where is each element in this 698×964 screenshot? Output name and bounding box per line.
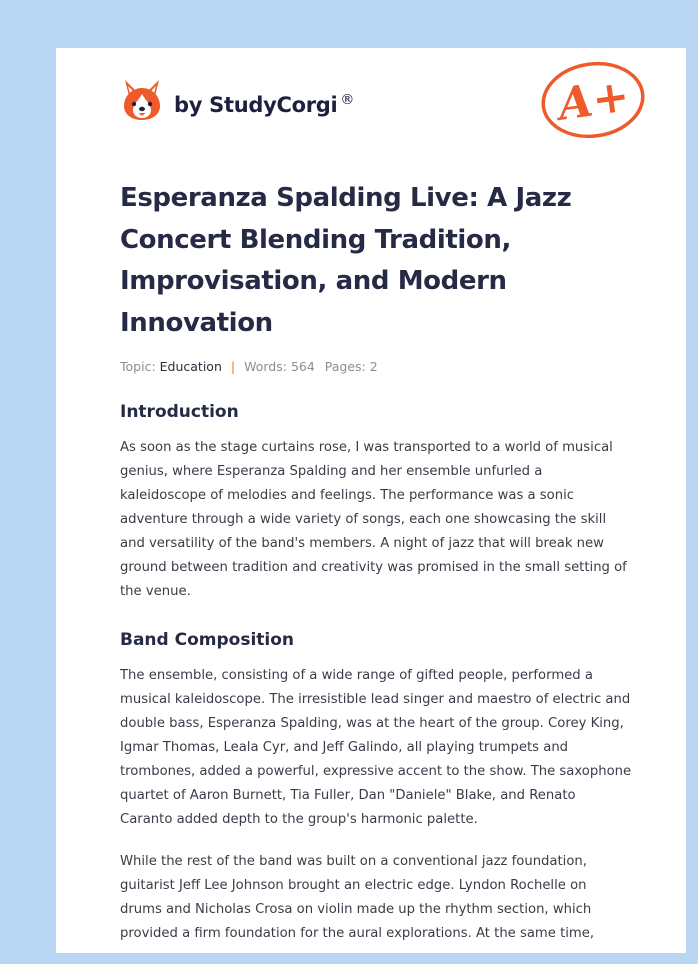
article-meta [120, 358, 632, 376]
grade-text: A+ [555, 70, 633, 131]
a-plus-grade-icon [538, 58, 648, 142]
topic-link[interactable]: Education [159, 359, 222, 374]
meta-separator: | [230, 359, 236, 374]
document-page [56, 48, 686, 953]
topic-label: Topic: [120, 359, 156, 374]
registered-mark: ® [340, 91, 355, 108]
article [120, 178, 632, 946]
paragraph: As soon as the stage curtains rose, I was transported to a world of musical genius, where Esperanza Spalding and her ensemble unfurled a kaleidoscope of melodies and feelings. The performance was a sonic adventure through a wide variety of songs, each one showcasing the skill and versatility of the band's members. A night of jazz that will break new ground between tradition and creativity was promised in the small setting of the venue. [120, 440, 627, 599]
studycorgi-logo[interactable] [122, 76, 354, 124]
corgi-icon [122, 78, 162, 122]
section-heading-band-composition: Band Composition [120, 630, 295, 650]
words-label: Words: [244, 359, 287, 374]
pages-label: Pages: [324, 359, 366, 374]
section-heading-introduction: Introduction [120, 402, 239, 422]
pages-count: 2 [369, 359, 378, 374]
paragraph: The ensemble, consisting of a wide range of gifted people, performed a musical kaleidoscope. The irresistible lead singer and maestro of electric and double bass, Esperanza Spalding, was at the heart of the group. Corey King, Igmar Thomas, Leala Cyr, and Jeff Galindo, all playing trumpets and trombones, added a powerful, expressive accent to the show. The saxophone quartet of Aaron Burnett, Tia Fuller, Dan "Daniele" Blake, and Renato Caranto added depth to the group's harmonic palette. [120, 668, 632, 827]
words-count: 564 [290, 359, 315, 374]
paragraph: While the rest of the band was built on a conventional jazz foundation, guitarist Jeff Lee Johnson brought an electric edge. Lyndon Rochelle on drums and Nicholas Crosa on violin made up the rhythm section, which provided a firm foundation for the aural explorations. At the same time, [120, 854, 595, 941]
brand-name: by StudyCorgi ® [174, 91, 355, 117]
article-title: Esperanza Spalding Live: A Jazz Concert Blending Tradition, Improvisation, and Modern Innovation [120, 183, 572, 338]
